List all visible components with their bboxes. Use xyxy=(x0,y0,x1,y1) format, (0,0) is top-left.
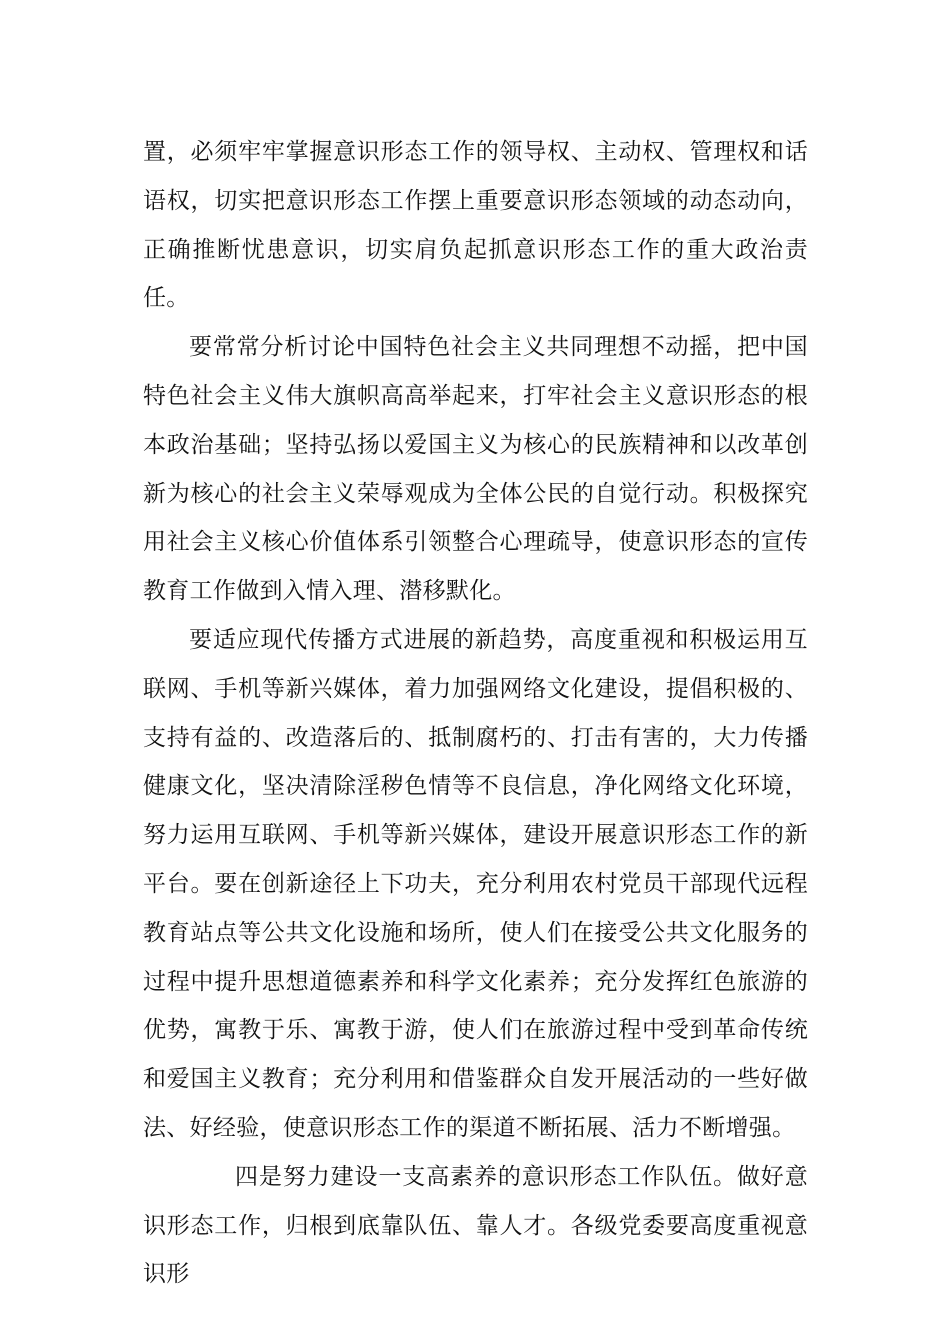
paragraph-media: 要适应现代传播方式进展的新趋势，高度重视和积极运用互联网、手机等新兴媒体，着力加强网络文化建设，提倡积极的、支持有益的、改造落后的、抵制腐朽的、打击有害的，大力传播健康文化，坚决清除淫秽色情等不良信息，净化网络文化环境，努力运用互联网、手机等新兴媒体，建设开展意识形态工作的新平台。要在创新途径上下功夫，充分利用农村党员干部现代远程教育站点等公共文化设施和场所，使人们在接受公共文化服务的过程中提升思想道德素养和科学文化素养；充分发挥红色旅游的优势，寓教于乐、寓教于游，使人们在旅游过程中受到革命传统和爱国主义教育；充分利用和借鉴群众自发开展活动的一些好做法、好经验，使意识形态工作的渠道不断拓展、活力不断增强。 xyxy=(143,626,808,1141)
paragraph-continuation: 置，必须牢牢掌握意识形态工作的领导权、主动权、管理权和话语权，切实把意识形态工作摆上重要意识形态领域的动态动向，正确推断忧患意识，切实肩负起抓意识形态工作的重大政治责任。 xyxy=(143,139,808,312)
paragraph-team: 四是努力建设一支高素养的意识形态工作队伍。做好意识形态工作，归根到底靠队伍、靠人才。各级党委要高度重视意识形 xyxy=(143,1163,808,1288)
document-body xyxy=(143,128,808,1299)
paragraph-theory: 要常常分析讨论中国特色社会主义共同理想不动摇，把中国特色社会主义伟大旗帜高高举起来，打牢社会主义意识形态的根本政治基础；坚持弘扬以爱国主义为核心的民族精神和以改革创新为核心的社会主义荣辱观成为全体公民的自觉行动。积极探究用社会主义核心价值体系引领整合心理疏导，使意识形态的宣传教育工作做到入情入理、潜移默化。 xyxy=(143,334,808,605)
